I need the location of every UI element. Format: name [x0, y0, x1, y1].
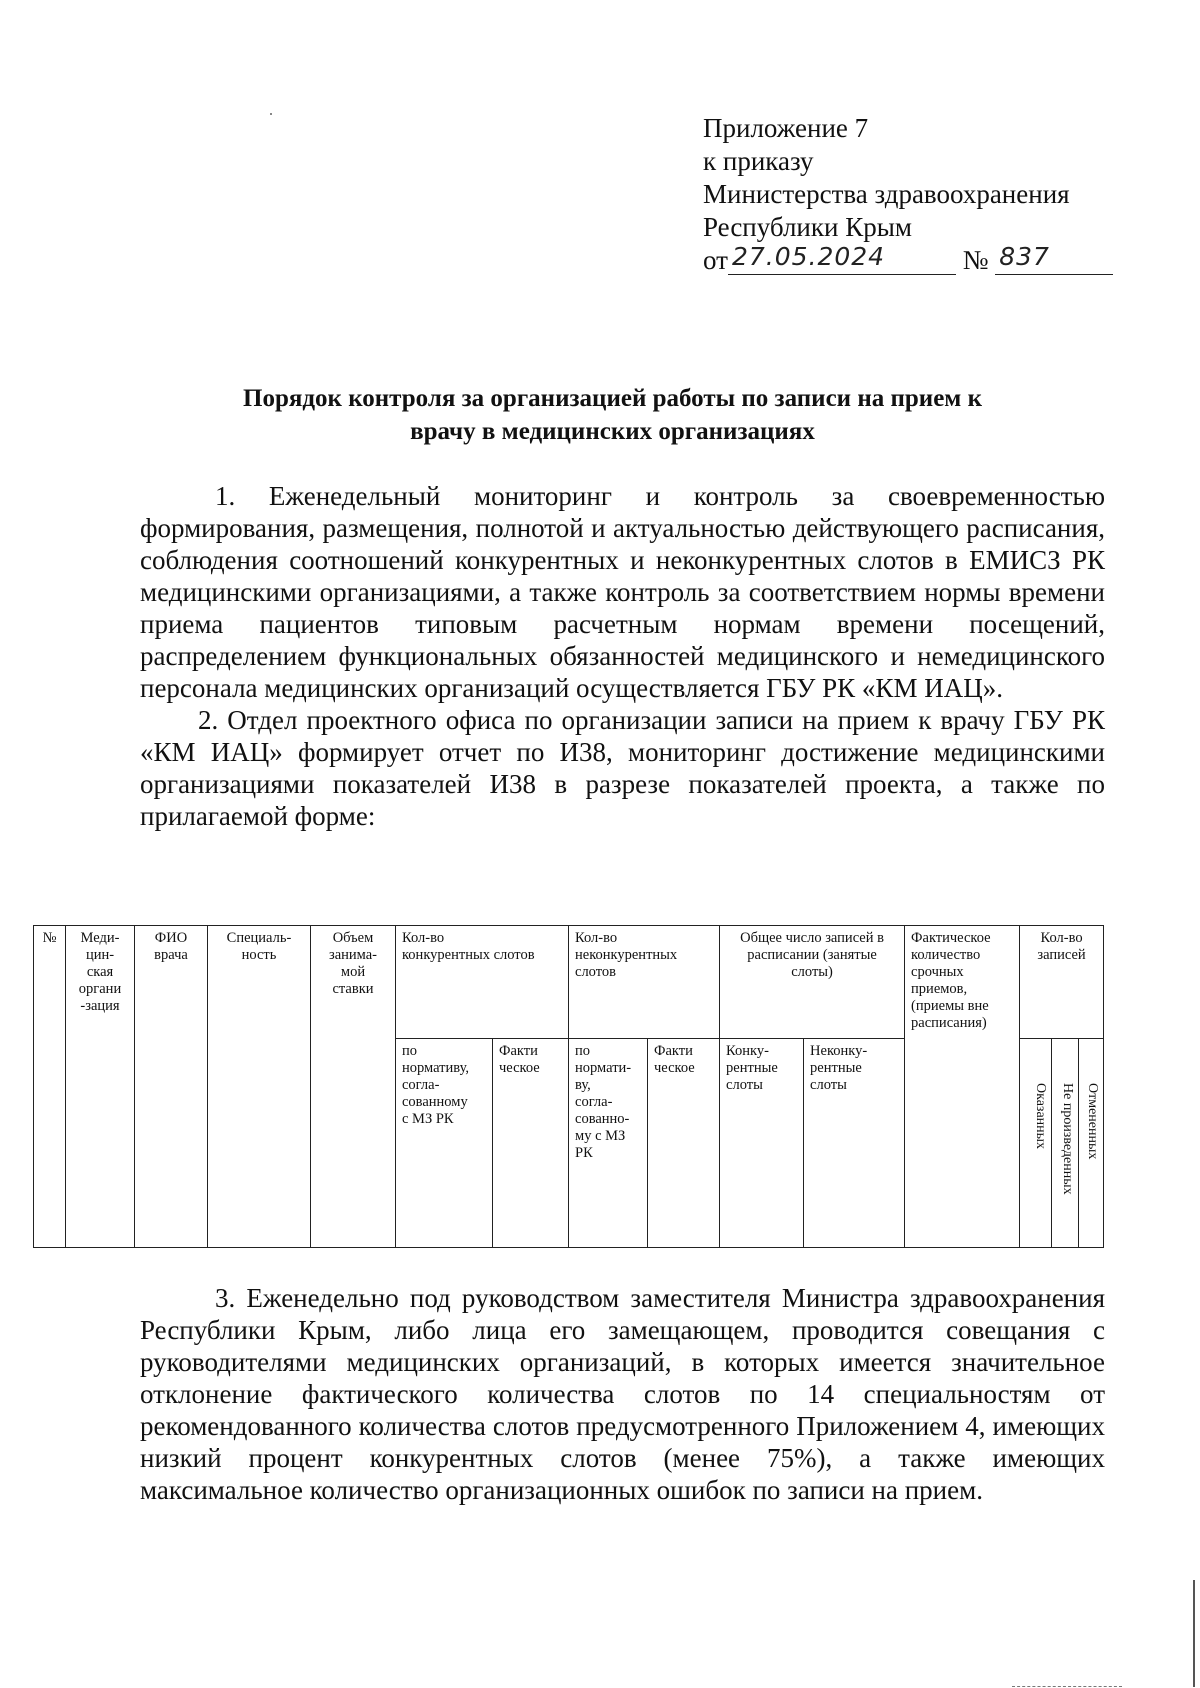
- th-competitive-slots: Кол-во конкурентных слотов: [396, 926, 569, 1039]
- th-records-done: Оказанных: [1020, 1039, 1052, 1248]
- th-total-competitive: Конку- рентные слоты: [720, 1039, 804, 1248]
- date-prefix: от: [703, 245, 728, 275]
- title-line-1: Порядок контроля за организацией работы по записи на прием к: [243, 385, 982, 412]
- th-noncompetitive-slots: Кол-во неконкурентных слотов: [569, 926, 720, 1039]
- report-form-table: [33, 925, 1104, 1248]
- th-records-not-done: Не произведенных: [1052, 1039, 1079, 1248]
- th-total-records: Общее число записей в расписании (занятые слоты): [720, 926, 905, 1039]
- document-title: [140, 382, 1085, 448]
- th-rate-volume: Объем занима- мой ставки: [311, 926, 396, 1248]
- handwritten-number: 837: [999, 242, 1050, 271]
- section-1-2: [140, 480, 1105, 832]
- th-comp-actual: Факти ческое: [493, 1039, 569, 1248]
- th-organization: Меди- цин- ская органи -зация: [66, 926, 135, 1248]
- th-records-count: Кол-во записей: [1020, 926, 1104, 1039]
- th-comp-normative: по нормативу, согла- сованному с МЗ РК: [396, 1039, 493, 1248]
- scan-speck: [270, 113, 272, 115]
- number-prefix: №: [962, 245, 989, 275]
- th-specialty: Специаль- ность: [208, 926, 311, 1248]
- scan-edge-line: [1193, 1580, 1195, 1687]
- handwritten-date: 27.05.2024: [731, 242, 886, 271]
- date-field: [728, 244, 956, 275]
- th-doctor-name: ФИО врача: [135, 926, 208, 1248]
- appendix-header: [703, 112, 1113, 277]
- th-urgent-visits: Фактическое количество срочных приемов, (приемы вне расписания): [905, 926, 1020, 1248]
- number-field: [995, 244, 1113, 275]
- paragraph-2: 2. Отдел проектного офиса по организации записи на прием к врачу ГБУ РК «КМ ИАЦ» формирует отчет по И38, мониторинг достижение медицинскими организациями показателей И38 в разрезе показателей проекта, а также по прилагаемой форме:: [140, 705, 1105, 831]
- th-total-noncompetitive: Неконку- рентные слоты: [804, 1039, 905, 1248]
- paragraph-3: 3. Еженедельно под руководством заместителя Министра здравоохранения Республики Крым, либо лица его замещающем, проводится совещания с руководителями медицинских организаций, в которых имеется значительное отклонение фактического количества слотов по 14 специальностям от рекомендованного количества слотов предусмотренного Приложением 4, имеющих низкий процент конкурентных слотов (менее 75%), а также имеющих максимальное количество организационных ошибок по записи на прием.: [140, 1283, 1105, 1505]
- appendix-line-2: к приказу: [703, 146, 814, 176]
- th-noncomp-normative: по нормати- ву, согла- сованно- му с МЗ РК: [569, 1039, 648, 1248]
- order-date-line: [703, 244, 1113, 277]
- title-line-2: врачу в медицинских организациях: [410, 418, 815, 445]
- th-records-cancelled: Отмененных: [1079, 1039, 1104, 1248]
- appendix-line-1: Приложение 7: [703, 113, 869, 143]
- appendix-line-3: Министерства здравоохранения: [703, 179, 1070, 209]
- appendix-line-4: Республики Крым: [703, 212, 912, 242]
- section-3: [140, 1282, 1105, 1506]
- paragraph-1: 1. Еженедельный мониторинг и контроль за своевременностью формирования, размещения, полнотой и актуальностью действующего расписания, соблюдения соотношений конкурентных и неконкурентных слотов в ЕМИСЗ РК медицинскими организациями, а также контроль за соответствием нормы времени приема пациентов типовым расчетным нормам времени посещений, распределением функциональных обязанностей медицинского и немедицинского персонала медицинских организаций осуществляется ГБУ РК «КМ ИАЦ».: [140, 481, 1105, 703]
- th-number: №: [34, 926, 66, 1248]
- th-noncomp-actual: Факти ческое: [648, 1039, 720, 1248]
